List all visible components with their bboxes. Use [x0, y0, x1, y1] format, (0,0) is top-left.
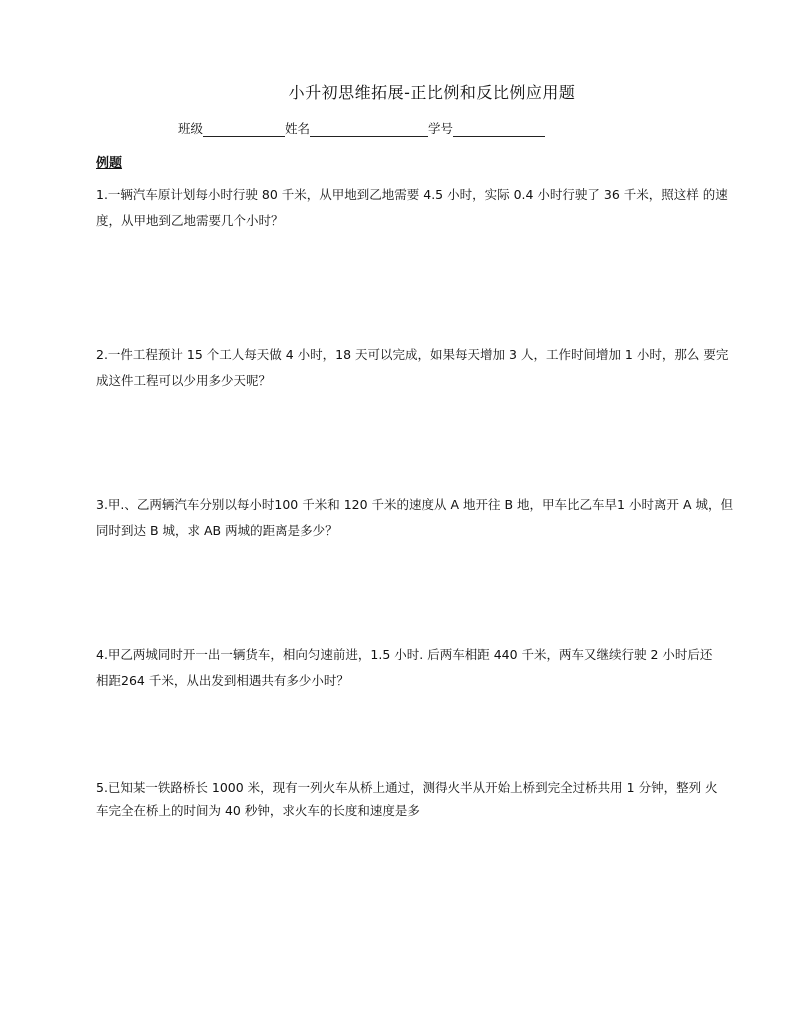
- question-line: 同时到达 B 城，求 AB 两城的距离是多少？: [96, 523, 338, 538]
- question-line: 度，从甲地到乙地需要几个小时？: [96, 213, 284, 228]
- question-1: [96, 182, 728, 234]
- document-title: 小升初思维拓展-正比例和反比例应用题: [288, 83, 576, 102]
- question-line: 4.甲乙两城同时开一出一辆货车，相向匀速前进，1.5 小时. 后两车相距 440 千米，两车又继续行驶 2 小时后还: [96, 647, 713, 662]
- section-heading: 例题: [96, 156, 123, 171]
- id-label: 学号: [428, 121, 454, 136]
- class-label: 班级: [178, 121, 204, 136]
- question-line: 5.已知某一铁路桥长 1000 米，现有一列火车从桥上通过，测得火半从开始上桥到完全过桥共用 1 分钟，整列 火: [96, 780, 718, 795]
- question-line: 成这件工程可以少用多少天呢？: [96, 373, 272, 388]
- name-blank[interactable]: [310, 122, 428, 137]
- id-blank[interactable]: [453, 122, 545, 137]
- question-line: 2.一件工程预计 15 个工人每天做 4 小时，18 天可以完成，如果每天增加 3 人，工作时间增加 1 小时，那么 要完: [96, 347, 729, 362]
- class-blank[interactable]: [203, 122, 285, 137]
- question-line: 1.一辆汽车原计划每小时行驶 80 千米，从甲地到乙地需要 4.5 小时，实际 0.4 小时行驶了 36 千米，照这样 的速: [96, 187, 728, 202]
- student-info-fields: [178, 119, 545, 137]
- name-label: 姓名: [285, 121, 311, 136]
- question-2: [96, 342, 729, 394]
- question-3: [96, 492, 733, 544]
- question-4: [96, 642, 716, 694]
- question-line: 相距264 千米，从出发到相遇共有多少小时？: [96, 673, 349, 688]
- question-5: [96, 776, 716, 822]
- question-line: 3.甲.、乙两辆汽车分别以每小时100 千米和 120 千米的速度从 A 地开往 B 地，甲车比乙车早1 小时离开 A 城，但: [96, 497, 733, 512]
- question-line: 车完全在桥上的时间为 40 秒钟，求火车的长度和速度是多: [96, 803, 420, 818]
